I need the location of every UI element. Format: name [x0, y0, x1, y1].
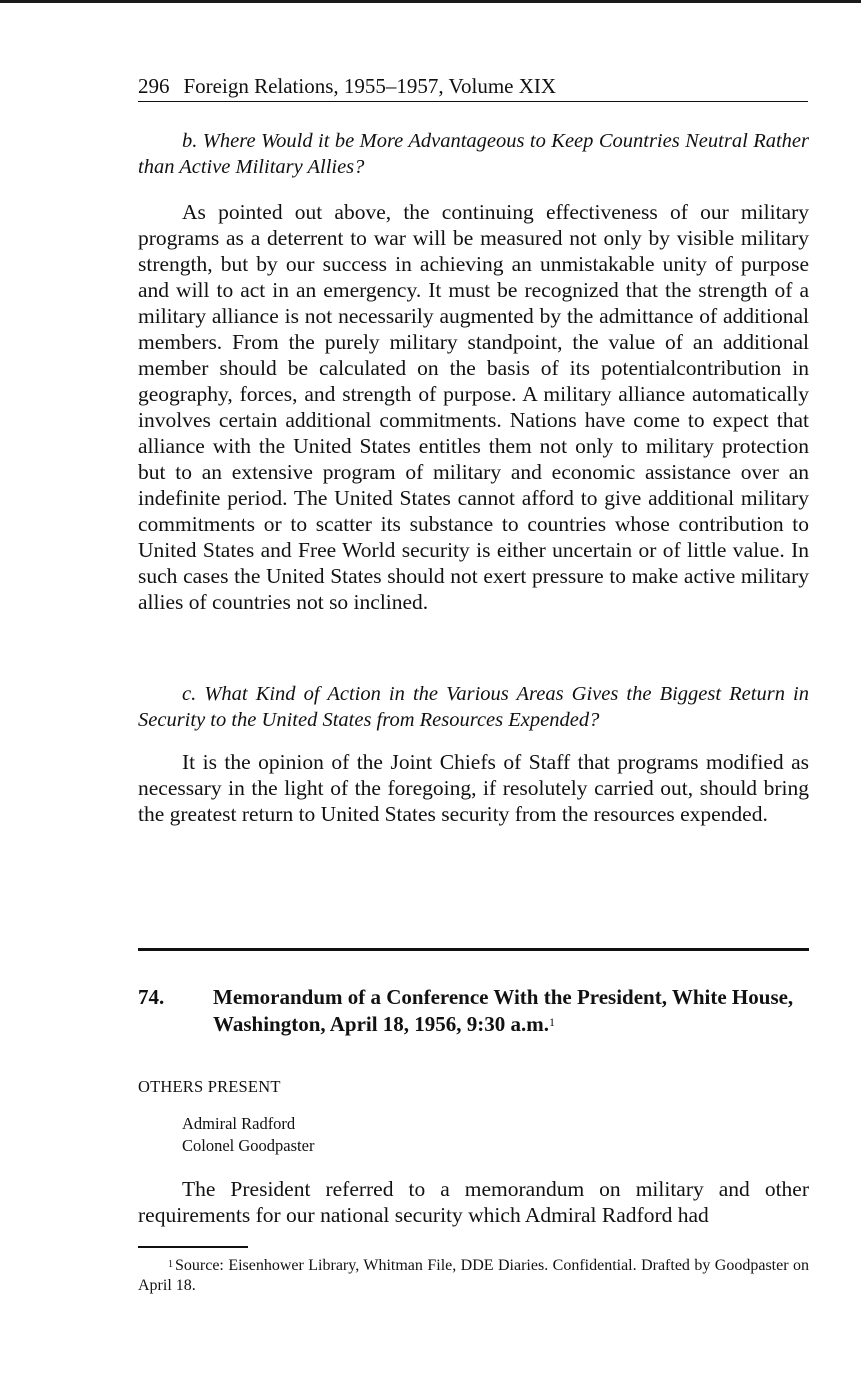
document-heading	[138, 984, 809, 1038]
section-divider	[138, 948, 809, 951]
document-number: 74.	[138, 985, 165, 1009]
others-present-label: OTHERS PRESENT	[138, 1077, 281, 1096]
section-c-heading: c. What Kind of Action in the Various Areas Gives the Biggest Return in Security to the United States from Resources Expended?	[138, 683, 809, 731]
section-c-body-block	[138, 749, 809, 827]
section-b-heading: b. Where Would it be More Advantageous to Keep Countries Neutral Rather than Active Military Allies?	[138, 130, 809, 178]
footnote-text: Source: Eisenhower Library, Whitman File, DDE Diaries. Confidential. Drafted by Goodpaster on April 18.	[138, 1257, 809, 1294]
footnote-rule	[138, 1246, 248, 1248]
running-head-title: Foreign Relations, 1955–1957, Volume XIX	[183, 74, 557, 98]
section-c-body: It is the opinion of the Joint Chiefs of Staff that programs modified as necessary in the light of the foregoing, if resolutely carried out, should bring the greatest return to United States security from the resources expended.	[138, 750, 809, 826]
section-c	[138, 681, 809, 733]
memorandum-body: The President referred to a memorandum on military and other requirements for our national security which Admiral Radford had	[138, 1177, 809, 1227]
memorandum-body-block	[138, 1176, 809, 1228]
page-number: 296	[138, 74, 170, 98]
footnote-marker: 1	[168, 1259, 173, 1270]
running-head	[138, 72, 808, 102]
section-b-body-block	[138, 199, 809, 615]
section-b	[138, 128, 809, 180]
page-top-border	[0, 0, 861, 3]
attendee-item: Colonel Goodpaster	[182, 1136, 315, 1155]
attendee-item: Admiral Radford	[182, 1114, 296, 1133]
document-title-wrap	[213, 984, 809, 1038]
section-b-body: As pointed out above, the continuing effectiveness of our military programs as a deterrent to war will be measured not only by visible military strength, but by our success in achieving an unmistakable unity of purpose and will to act in an emergency. It must be recognized that the strength of a military alliance is not necessarily augmented by the admittance of additional members. From the purely military standpoint, the value of an additional member should be calculated on the basis of its potentialcontribution in geography, forces, and strength of purpose. A military alliance automatically involves certain additional commitments. Nations have come to expect that alliance with the United States entitles them not only to military protection but to an extensive program of military and economic assistance over an indefinite period. The United States cannot afford to give additional military commitments or to scatter its substance to countries whose contribution to United States and Free World security is either uncertain or of little value. In such cases the United States should not exert pressure to make active military allies of countries not so inclined.	[138, 200, 809, 614]
document-title: Memorandum of a Conference With the President, White House, Washington, April 18, 1956, 9:30 a.m.	[213, 985, 794, 1036]
footnote-reference: 1	[549, 1015, 556, 1029]
footnote	[138, 1256, 809, 1296]
attendee-list	[182, 1113, 314, 1157]
